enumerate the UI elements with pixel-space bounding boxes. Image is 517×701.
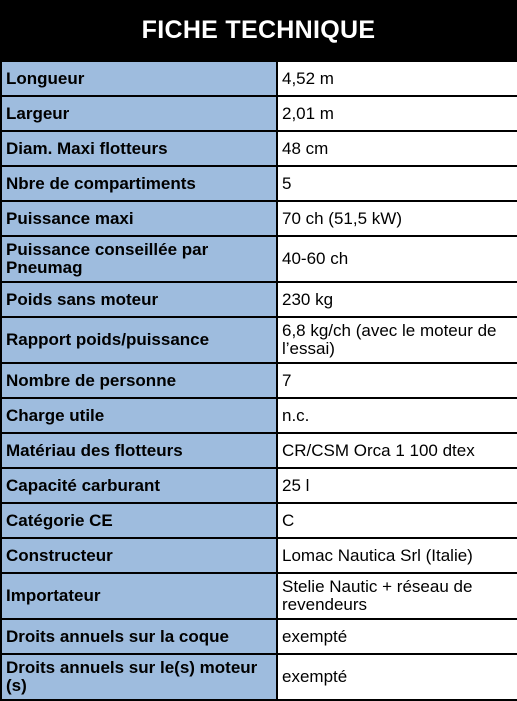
table-row [1, 236, 517, 282]
table-row [1, 654, 517, 700]
table-row [1, 282, 517, 317]
row-value: C [277, 503, 517, 538]
row-label: Droits annuels sur la coque [1, 619, 277, 654]
sheet-title: FICHE TECHNIQUE [0, 0, 517, 60]
row-label: Puissance maxi [1, 201, 277, 236]
row-value: 48 cm [277, 131, 517, 166]
table-row [1, 468, 517, 503]
table-row [1, 317, 517, 363]
row-label: Poids sans moteur [1, 282, 277, 317]
table-row [1, 131, 517, 166]
row-label: Droits annuels sur le(s) moteur (s) [1, 654, 277, 700]
table-row [1, 96, 517, 131]
row-label: Diam. Maxi flotteurs [1, 131, 277, 166]
table-row [1, 398, 517, 433]
table-row [1, 61, 517, 96]
row-value: 25 l [277, 468, 517, 503]
row-label: Matériau des flotteurs [1, 433, 277, 468]
table-row [1, 573, 517, 619]
row-value: exempté [277, 619, 517, 654]
row-label: Nombre de personne [1, 363, 277, 398]
row-value: Lomac Nautica Srl (Italie) [277, 538, 517, 573]
table-row [1, 363, 517, 398]
spec-table [0, 60, 517, 701]
row-value: 5 [277, 166, 517, 201]
table-row [1, 433, 517, 468]
row-value: exempté [277, 654, 517, 700]
row-label: Capacité carburant [1, 468, 277, 503]
table-row [1, 201, 517, 236]
row-label: Catégorie CE [1, 503, 277, 538]
row-value: 70 ch (51,5 kW) [277, 201, 517, 236]
row-value: 6,8 kg/ch (avec le moteur de l’essai) [277, 317, 517, 363]
row-label: Nbre de compartiments [1, 166, 277, 201]
row-label: Largeur [1, 96, 277, 131]
table-row [1, 503, 517, 538]
row-label: Constructeur [1, 538, 277, 573]
row-value: 230 kg [277, 282, 517, 317]
row-value: Stelie Nautic + réseau de revendeurs [277, 573, 517, 619]
row-value: 4,52 m [277, 61, 517, 96]
row-label: Importateur [1, 573, 277, 619]
row-label: Rapport poids/puissance [1, 317, 277, 363]
table-row [1, 166, 517, 201]
row-value: CR/CSM Orca 1 100 dtex [277, 433, 517, 468]
table-row [1, 619, 517, 654]
row-label: Longueur [1, 61, 277, 96]
row-label: Charge utile [1, 398, 277, 433]
row-value: 2,01 m [277, 96, 517, 131]
table-row [1, 538, 517, 573]
row-value: 7 [277, 363, 517, 398]
row-label: Puissance conseillée par Pneumag [1, 236, 277, 282]
row-value: n.c. [277, 398, 517, 433]
row-value: 40-60 ch [277, 236, 517, 282]
